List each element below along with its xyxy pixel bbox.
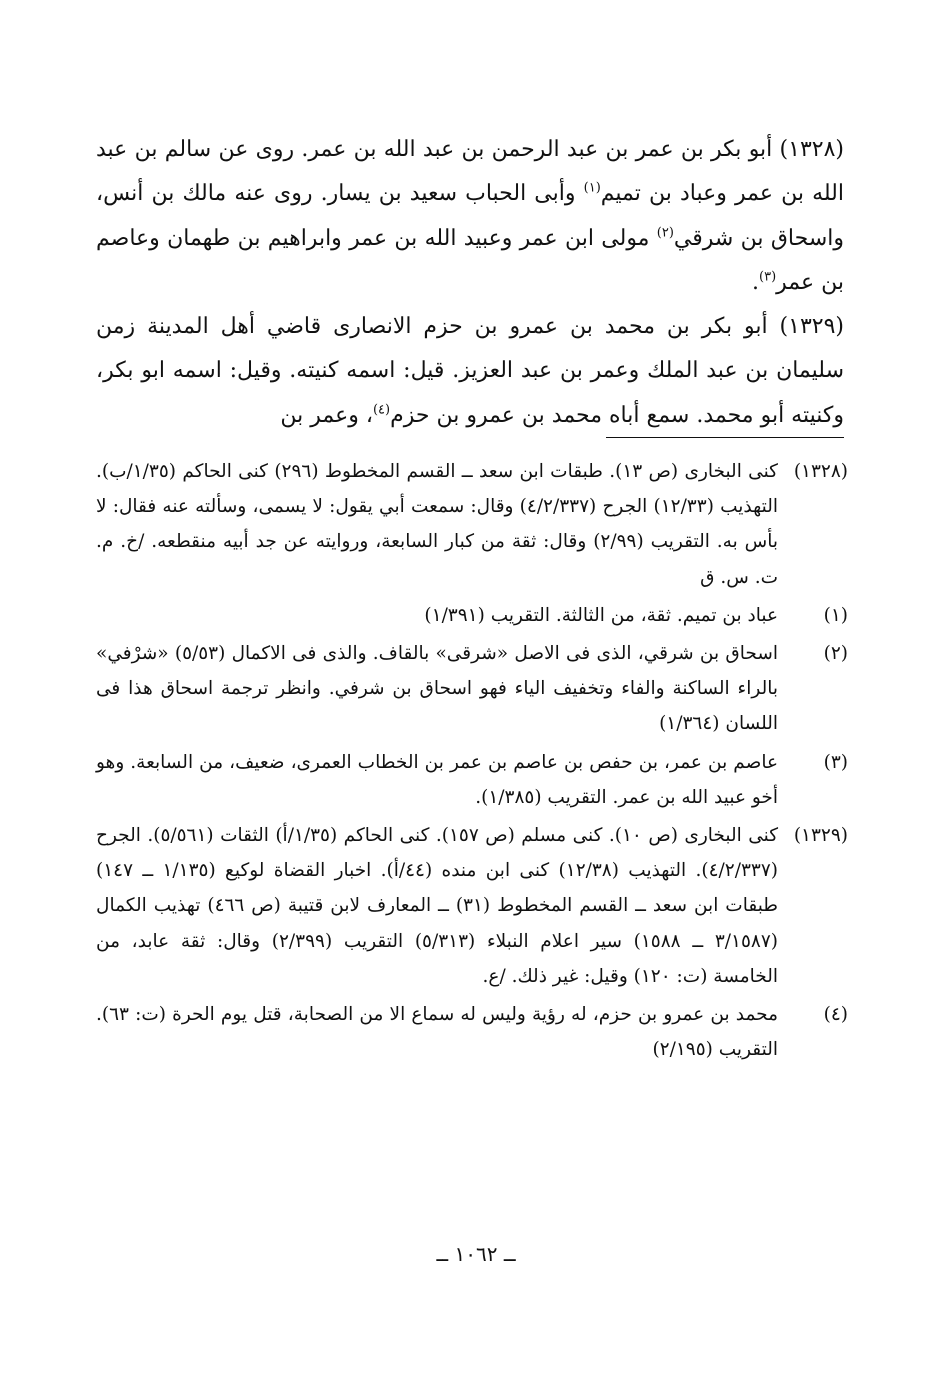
footnote-item — [96, 598, 848, 633]
entry-text: . — [752, 269, 759, 295]
entry-text: وأبى الحباب سعيد بن يسار. روى عنه مالك بن أنس، واسحاق بن شرقي — [96, 181, 844, 251]
entry-text: (١٣٢٩) أبو بكر بن محمد بن عمرو بن حزم الانصارى قاضي أهل المدينة زمن سليمان بن عبد الملك وعمر بن عبد العزيز. قيل: اسمه كنيته. وقيل: اسمه ابو بكر، وكنيته أبو محمد. سمع أباه محمد بن عمرو بن حزم — [96, 314, 844, 428]
footnotes — [96, 454, 848, 1070]
footnote-item — [96, 997, 848, 1067]
footnote-item — [96, 636, 848, 742]
footnote-text: عاصم بن عمر، بن حفص بن عاصم بن عمر بن الخطاب العمرى، ضعيف، من السابعة. وهو أخو عبيد الله بن عمر. التقريب (١/٣٨٥). — [96, 751, 778, 808]
entry-text: ، وعمر بن — [280, 402, 373, 428]
entry-1329 — [96, 305, 844, 438]
footnote-text: محمد بن عمرو بن حزم، له رؤية وليس له سماع الا من الصحابة، قتل يوم الحرة (ت: ٦٣). التقريب (٢/١٩٥) — [96, 1004, 778, 1061]
entry-text: (١٣٢٨) أبو بكر بن عمر بن عبد الرحمن بن عبد الله بن عمر. روى عن سالم بن عبد الله بن عمر وعباد بن تميم — [96, 137, 844, 207]
footnote-mark: (١) — [823, 604, 848, 626]
footnote-item — [96, 818, 848, 994]
page-number: ــ ١٠٦٢ ــ — [436, 1242, 516, 1266]
footnote-mark: (٤) — [823, 1004, 848, 1026]
footnote-text: عباد بن تميم. ثقة، من الثالثة. التقريب (١/٣٩١) — [424, 604, 778, 626]
footnote-ref: (٣) — [759, 269, 777, 285]
footnote-ref: (٢) — [656, 225, 674, 241]
footnote-text: اسحاق بن شرقي، الذى فى الاصل «شرقى» بالقاف. والذى فى الاكمال (٥/٥٣) «شرْفي» بالراء الساكنة والفاء وتخفيف الياء فهو اسحاق بن شرفي. وانظر ترجمة اسحاق هذا فى اللسان (١/٣٦٤) — [96, 643, 778, 735]
footnote-text: كنى البخارى (ص ١٣). طبقات ابن سعد ــ القسم المخطوط (٢٩٦) كنى الحاكم (١/٣٥/ب). التهذيب (١٢/٣٣) الجرح (٤/٢/٣٣٧) وقال: سمعت أبي يقول: لا يسمى، وسألته عنه فقال: لا بأس به. التقريب (٢/٩٩) وقال: ثقة من كبار السابعة، وروايته عن جد أبيه منقطعه. /خ. م. ت. س. ق — [96, 461, 779, 588]
footnote-ref: (٤) — [372, 402, 391, 418]
footnote-ref: (١) — [583, 180, 601, 196]
footnote-mark: (١٣٢٩) — [793, 825, 848, 847]
footnote-mark: (٣) — [823, 751, 848, 773]
main-text — [96, 128, 844, 438]
footnote-item — [96, 745, 848, 815]
footnote-divider — [606, 437, 844, 438]
entry-text: مولى ابن عمر وعبيد الله بن عمر وابراهيم بن طهمان وعاصم بن عمر — [96, 225, 844, 295]
footnote-mark: (١٣٢٨) — [793, 461, 848, 482]
footnote-text: كنى البخارى (ص ١٠). كنى مسلم (ص ١٥٧). كنى الحاكم (١/٣٥/أ) الثقات (٥/٥٦١). الجرح (٤/٢/٣٣٧). التهذيب (١٢/٣٨) كنى ابن منده (٤٤/أ). اخبار القضاة لوكيع (١/١٣٥ ــ ١٤٧) طبقات ابن سعد ــ القسم المخطوط (٣١) ــ المعارف لابن قتيبة (ص ٤٦٦) تهذيب الكمال (٣/١٥٨٧ ــ ١٥٨٨) سير اعلام النبلاء (٥/٣١٣) التقريب (٢/٣٩٩) وقال: ثقة عابد، من الخامسة (ت: ١٢٠) وقيل: غير ذلك. /ع. — [96, 825, 779, 987]
footnote-mark: (٢) — [823, 643, 848, 665]
entry-1328 — [96, 128, 844, 305]
footnote-item — [96, 454, 848, 595]
